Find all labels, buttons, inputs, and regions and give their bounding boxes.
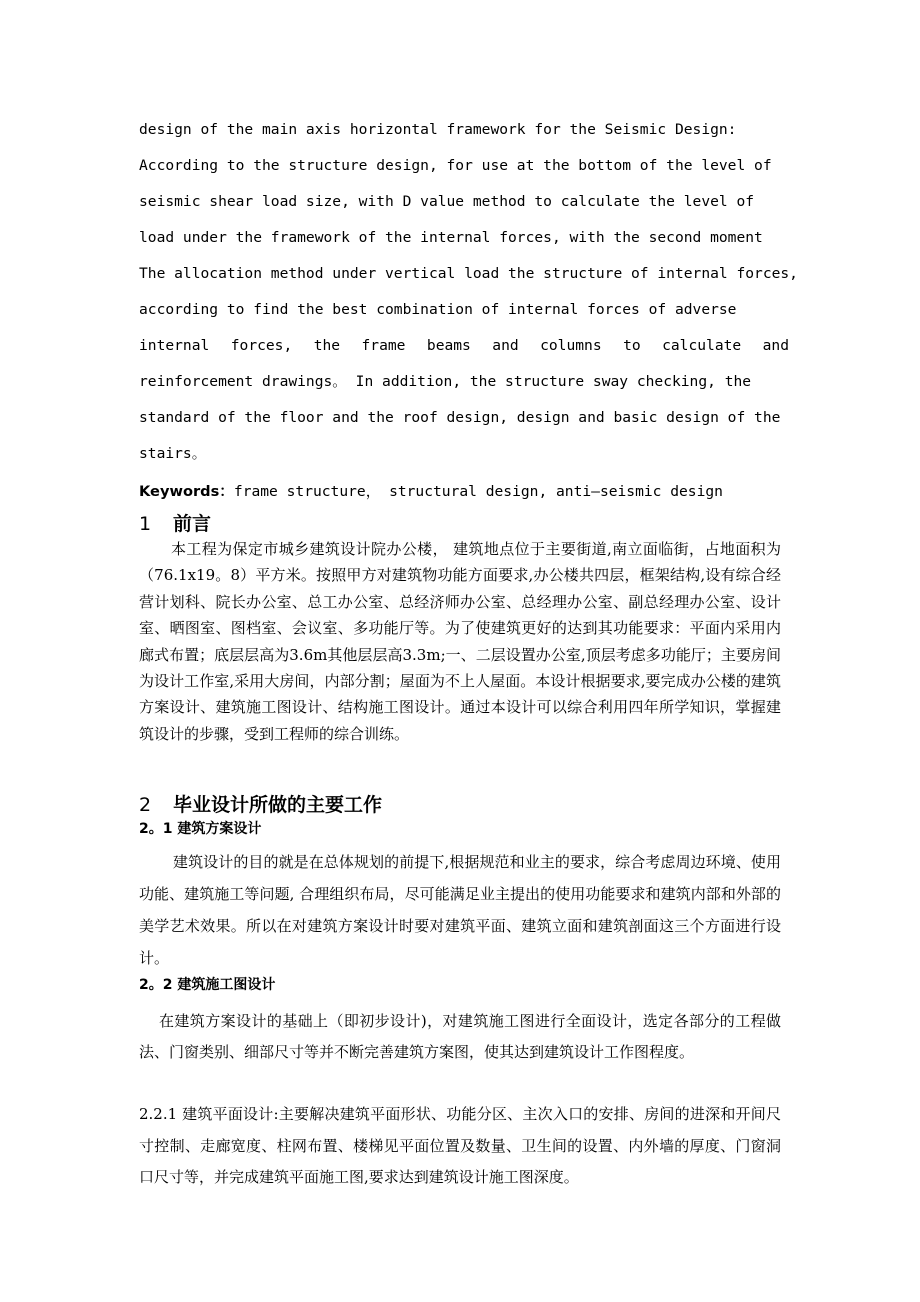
abstract-line: According to the structure design, for use at the bottom of the level of [139, 157, 772, 174]
section-2-heading [139, 792, 382, 818]
abstract-line: standard of the floor and the roof design, design and basic design of the [139, 409, 781, 426]
subsection-2-2-title: 2。2 建筑施工图设计 [139, 977, 276, 993]
section-1-title: 前言 [173, 513, 212, 535]
subsection-2-2-1-paragraph: 2.2.1 建筑平面设计:主要解决建筑平面形状、功能分区、主次入口的安排、房间的进深和开间尺寸控制、走廊宽度、柱网布置、楼梯见平面位置及数量、卫生间的设置、内外墙的厚度、门窗洞口尺寸等，并完成建筑平面施工图,要求达到建筑设计施工图深度。 [139, 1105, 781, 1186]
keywords-label: Keywords： [139, 483, 234, 500]
abstract-line: reinforcement drawings。 In addition, the structure sway checking, the [139, 373, 752, 390]
abstract-line: stairs。 [139, 445, 207, 462]
section-1-paragraph: 本工程为保定市城乡建筑设计院办公楼， 建筑地点位于主要街道,南立面临街，占地面积为（76.1x19。8）平方米。按照甲方对建筑物功能方面要求,办公楼共四层，框架结构,设有综合经营计划科、院长办公室、总工办公室、总经济师办公室、总经理办公室、副总经理办公室、设计室、晒图室、图档室、会议室、多功能厅等。为了使建筑更好的达到其功能要求：平面内采用内廊式布置；底层层高为3.6m其他层层高3.3m;一、二层设置办公室,顶层考虑多功能厅；主要房间为设计工作室,采用大房间，内部分割；屋面为不上人屋面。本设计根据要求,要完成办公楼的建筑方案设计、建筑施工图设计、结构施工图设计。通过本设计可以综合利用四年所学知识，掌握建筑设计的步骤，受到工程师的综合训练。 [139, 540, 781, 743]
section-2-number: 2 [139, 794, 152, 816]
abstract-line: design of the main axis horizontal framework for the Seismic Design: [139, 121, 737, 138]
section-2-title: 毕业设计所做的主要工作 [173, 794, 383, 816]
keywords-line [139, 479, 799, 505]
subsection-2-1-title: 2。1 建筑方案设计 [139, 821, 262, 837]
section-1-number: 1 [139, 513, 152, 535]
abstract-line: according to find the best combination of internal forces of adverse [139, 301, 737, 318]
keywords-text: frame structure， structural design, anti—seismic design [233, 483, 723, 500]
abstract-line: seismic shear load size, with D value method to calculate the level of [139, 193, 755, 210]
abstract-line: load under the framework of the internal forces, with the second moment [139, 229, 763, 246]
abstract-english [139, 112, 798, 472]
subsection-2-2-paragraph: 在建筑方案设计的基础上（即初步设计)，对建筑施工图进行全面设计，选定各部分的工程做法、门窗类别、细部尺寸等并不断完善建筑方案图，使其达到建筑设计工作图程度。 [139, 1012, 781, 1061]
section-1-heading [139, 511, 211, 537]
abstract-line: internal forces, the frame beams and columns to calculate and [139, 337, 789, 354]
abstract-line: The allocation method under vertical load the structure of internal forces, [139, 265, 798, 282]
subsection-2-1-paragraph: 建筑设计的目的就是在总体规划的前提下,根据规范和业主的要求，综合考虑周边环境、使用功能、建筑施工等问题, 合理组织布局，尽可能满足业主提出的使用功能要求和建筑内部和外部的美学艺术效果。所以在对建筑方案设计时要对建筑平面、建筑立面和建筑剖面这三个方面进行设计。 [139, 853, 781, 967]
